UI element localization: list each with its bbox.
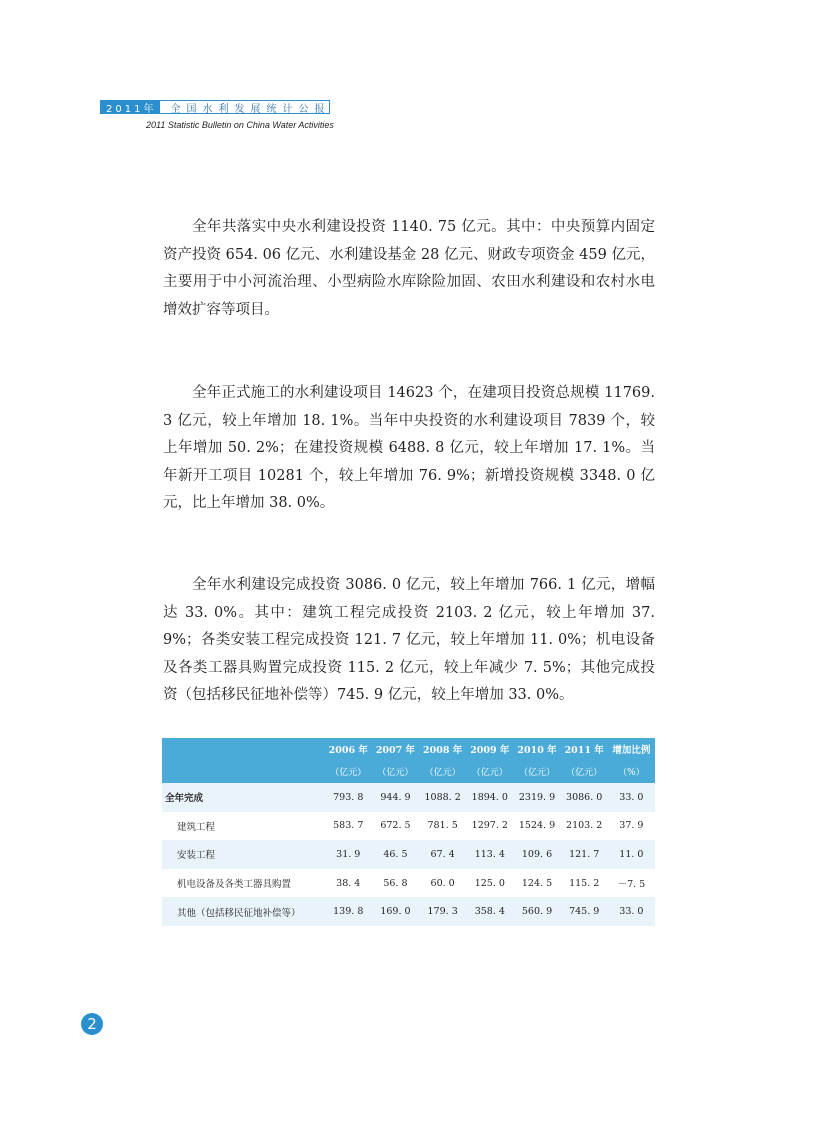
table-header-units	[162, 760, 655, 783]
table-body	[162, 783, 655, 926]
table-cell: 2103. 2	[566, 820, 603, 832]
table-cell: 745. 9	[569, 906, 600, 918]
column-header: 2010 年	[517, 745, 557, 756]
table-cell: 1088. 2	[424, 791, 461, 803]
header-title: 全国水利发展统计公报	[160, 100, 330, 114]
column-header: 2006 年	[328, 745, 368, 756]
table-cell: 583. 7	[333, 820, 364, 832]
header-subtitle-en: 2011 Statistic Bulletin on China Water Activities	[146, 120, 334, 130]
column-header: 2011 年	[564, 745, 604, 756]
column-unit: （亿元）	[566, 768, 603, 778]
table-cell: 46. 5	[383, 848, 408, 860]
table-cell: 33. 0	[619, 791, 644, 803]
table-header	[162, 738, 655, 783]
table-cell: 56. 8	[383, 877, 408, 889]
column-unit: （亿元）	[377, 768, 414, 778]
row-label: 全年完成	[165, 793, 204, 805]
table-cell: 1524. 9	[518, 820, 556, 832]
table-row-total	[162, 783, 655, 812]
column-unit: （亿元）	[424, 768, 461, 778]
running-header	[100, 100, 330, 114]
column-unit: （%）	[618, 768, 645, 778]
table-cell: 3086. 0	[566, 791, 603, 803]
row-label: 建筑工程	[177, 821, 216, 833]
table-cell: 37. 9	[619, 820, 644, 832]
table-cell: 793. 8	[333, 791, 364, 803]
column-header: 2007 年	[375, 745, 416, 756]
column-header: 增加比例	[612, 745, 651, 756]
table-row	[162, 812, 655, 841]
table-cell: 358. 4	[474, 906, 505, 918]
row-label: 其他（包括移民征地补偿等）	[177, 907, 301, 919]
paragraph-completed-investment: 全年水利建设完成投资 3086. 0 亿元，较上年增加 766. 1 亿元，增幅达 33. 0%。其中：建筑工程完成投资 2103. 2 亿元，较上年增加 37. 9%；各类安装工程完成投资 121. 7 亿元，较上年增加 11. 0%；机电设备及各类工器具购置完成投资 115. 2 亿元，较上年减少 7. 5%；其他完成投资（包括移民征地补偿等）745. 9 亿元，较上年增加 33. 0%。	[163, 577, 655, 703]
table-cell: 31. 9	[336, 848, 361, 860]
column-unit: （亿元）	[518, 768, 555, 778]
table-row	[162, 869, 655, 898]
table-cell: 139. 8	[333, 906, 364, 918]
table-cell: 672. 5	[380, 820, 411, 832]
column-header: 2008 年	[423, 745, 463, 756]
table-cell: 125. 0	[474, 877, 505, 889]
table-row	[162, 840, 655, 869]
header-year: 2011年	[100, 100, 160, 114]
table-cell: 11. 0	[619, 848, 644, 860]
row-label: 机电设备及各类工器具购置	[177, 879, 292, 891]
table-header-corner	[162, 760, 325, 783]
page-number-badge: 2	[81, 1013, 103, 1035]
table-cell: 1297. 2	[471, 820, 508, 832]
table-row	[162, 897, 655, 926]
table-cell: 113. 4	[474, 848, 505, 860]
table-cell: －7. 5	[617, 879, 646, 891]
table-cell: 560. 9	[521, 906, 553, 918]
table-header-years	[162, 738, 655, 760]
table-cell: 944. 9	[380, 791, 411, 803]
table-cell: 169. 0	[380, 906, 411, 918]
table-cell: 179. 3	[427, 906, 458, 918]
row-label: 安装工程	[177, 850, 216, 862]
table-cell: 2319. 9	[518, 791, 556, 803]
column-unit: （亿元）	[471, 768, 508, 778]
paragraph-central-investment: 全年共落实中央水利建设投资 1140. 75 亿元。其中：中央预算内固定资产投资 654. 06 亿元、水利建设基金 28 亿元、财政专项资金 459 亿元，主要用于中小河流治理、小型病险水库除险加固、农田水利建设和农村水电增效扩容等项目。	[163, 219, 655, 318]
table-cell: 60. 0	[430, 877, 455, 889]
table-cell: 124. 5	[521, 877, 553, 889]
table-cell: 67. 4	[430, 848, 455, 860]
column-unit: （亿元）	[330, 768, 367, 778]
table-cell: 33. 0	[619, 906, 644, 918]
table-cell: 1894. 0	[471, 791, 508, 803]
table-cell: 38. 4	[336, 877, 361, 889]
table-header-corner	[162, 738, 325, 760]
column-header: 2009 年	[470, 745, 510, 756]
investment-table	[162, 738, 655, 926]
table-cell: 115. 2	[569, 877, 600, 889]
table-cell: 109. 6	[521, 848, 553, 860]
table-cell: 781. 5	[427, 820, 458, 832]
paragraph-construction-projects: 全年正式施工的水利建设项目 14623 个，在建项目投资总规模 11769. 3 亿元，较上年增加 18. 1%。当年中央投资的水利建设项目 7839 个，较上年增加 50. 2%；在建投资规模 6488. 8 亿元，较上年增加 17. 1%。当年新开工项目 10281 个，较上年增加 76. 9%；新增投资规模 3348. 0 亿元，比上年增加 38. 0%。	[163, 385, 655, 511]
table-cell: 121. 7	[569, 848, 600, 860]
